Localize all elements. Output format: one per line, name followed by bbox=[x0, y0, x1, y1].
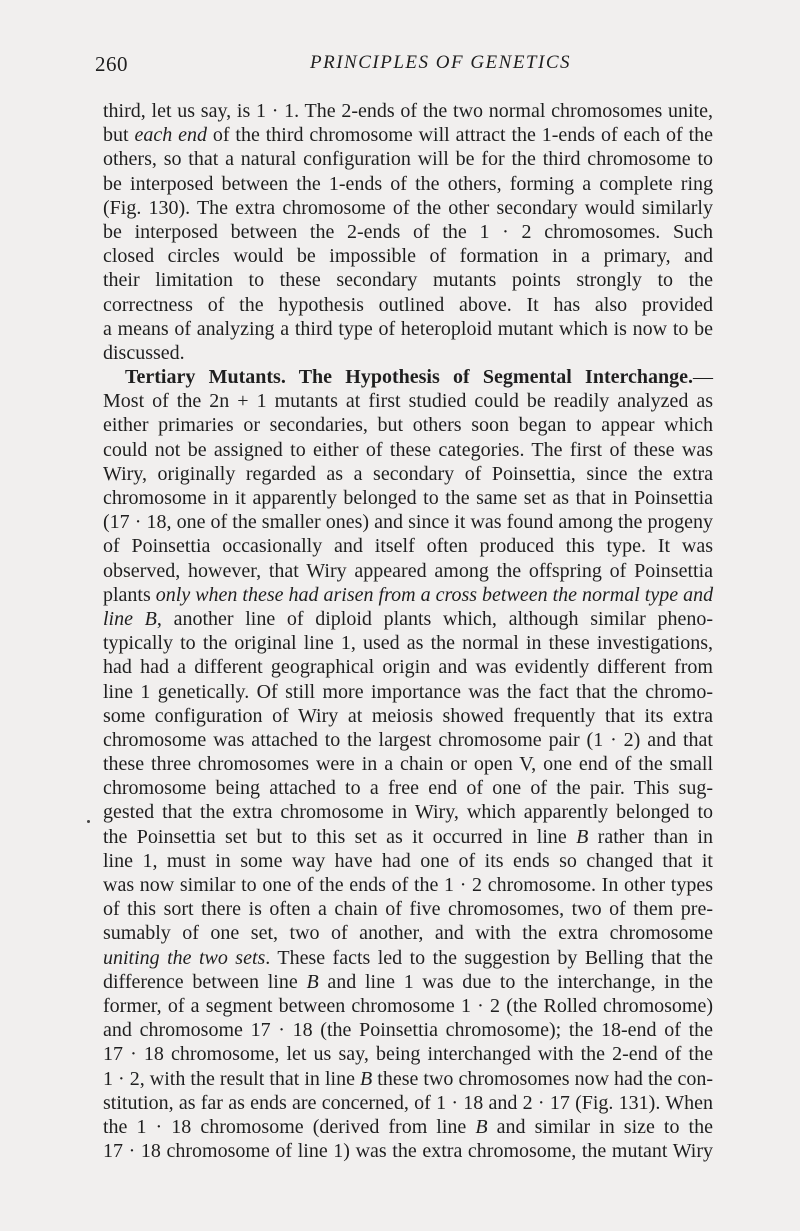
text-line: third, let us say, is 1 · 1. The 2-ends of the two normal chromosomes unite, bbox=[103, 100, 713, 122]
margin-mark bbox=[87, 820, 90, 823]
text-line: typically to the original line 1, used as the normal in these investigations, bbox=[103, 632, 713, 655]
text-line: uniting the two sets. These facts led to the suggestion by Belling that the bbox=[103, 946, 714, 969]
text-line: Wiry, originally regarded as a secondary of Poinsettia, since the extra bbox=[103, 462, 713, 485]
text-line: 17 · 18 chromosome of line 1) was the extra chromosome, the mutant Wiry bbox=[103, 1140, 713, 1163]
text-line: (Fig. 130). The extra chromosome of the other secondary would similarly bbox=[103, 196, 713, 219]
text-line: be interposed between the 1-ends of the others, forming a complete ring bbox=[103, 172, 713, 195]
text-line: line 1, must in some way have had one of its ends so changed that it bbox=[103, 849, 713, 872]
text-line: stitution, as far as ends are concerned, of 1 · 18 and 2 · 17 (Fig. 131). When bbox=[103, 1091, 713, 1114]
text-line: difference between line B and line 1 was due to the interchange, in the bbox=[103, 970, 713, 993]
text-line: was now similar to one of the ends of the 1 · 2 chromosome. In other types bbox=[103, 874, 713, 896]
text-line: could not be assigned to either of these categories. The first of these was bbox=[103, 438, 713, 461]
text-line: some configuration of Wiry at meiosis showed frequently that its extra bbox=[103, 704, 713, 727]
text-line: Most of the 2n + 1 mutants at first studied could be readily analyzed as bbox=[103, 390, 713, 413]
text-line: the 1 · 18 chromosome (derived from line B and similar in size to the bbox=[103, 1115, 713, 1138]
text-line: line 1 genetically. Of still more importance was the fact that the chromo- bbox=[103, 680, 713, 703]
text-line: chromosome in it apparently belonged to the same set as that in Poinsettia bbox=[103, 487, 713, 509]
text-line: of this sort there is often a chain of five chromosomes, two of them pre- bbox=[103, 898, 713, 921]
text-line: sumably of one set, two of another, and with the extra chromosome bbox=[103, 922, 713, 945]
text-line: plants only when these had arisen from a cross between the normal type and bbox=[103, 583, 714, 606]
text-line: of Poinsettia occasionally and itself often produced this type. It was bbox=[103, 535, 713, 558]
text-line: the Poinsettia set but to this set as it occurred in line B rather than in bbox=[103, 825, 713, 848]
text-line: discussed. bbox=[103, 341, 185, 364]
text-line: chromosome being attached to a free end of one of the pair. This sug- bbox=[103, 777, 713, 800]
text-line: 1 · 2, with the result that in line B these two chromosomes now had the con- bbox=[103, 1067, 713, 1090]
text-line: (17 · 18, one of the smaller ones) and since it was found among the progeny bbox=[103, 511, 713, 534]
page-number: 260 bbox=[95, 52, 128, 76]
text-line: others, so that a natural configuration will be for the third chromosome to bbox=[103, 148, 713, 171]
text-line: former, of a segment between chromosome 1 · 2 (the Rolled chromosome) bbox=[103, 994, 713, 1017]
text-line: observed, however, that Wiry appeared among the offspring of Poinsettia bbox=[103, 559, 713, 582]
text-line: but each end of the third chromosome will attract the 1-ends of each of the bbox=[103, 124, 714, 147]
running-head: PRINCIPLES OF GENETICS bbox=[310, 52, 571, 73]
text-line: chromosome was attached to the largest chromosome pair (1 · 2) and that bbox=[103, 728, 713, 751]
text-line: gested that the extra chromosome in Wiry, which apparently belonged to bbox=[103, 801, 713, 824]
text-line: and chromosome 17 · 18 (the Poinsettia chromosome); the 18-end of the bbox=[103, 1019, 713, 1042]
text-line: these three chromosomes were in a chain or open V, one end of the small bbox=[103, 753, 713, 776]
text-line: 17 · 18 chromosome, let us say, being interchanged with the 2-end of the bbox=[103, 1043, 713, 1066]
text-line: their limitation to these secondary mutants points strongly to the bbox=[103, 269, 713, 292]
text-line: line B, another line of diploid plants which, although similar pheno- bbox=[103, 607, 713, 630]
body-text bbox=[103, 99, 713, 1163]
text-line: Tertiary Mutants. The Hypothesis of Segmental Interchange.— bbox=[125, 366, 713, 389]
text-line: had had a different geographical origin and was evidently different from bbox=[103, 656, 713, 679]
text-line: a means of analyzing a third type of heteroploid mutant which is now to be bbox=[103, 317, 713, 340]
text-line: correctness of the hypothesis outlined above. It has also provided bbox=[103, 293, 713, 316]
text-line: either primaries or secondaries, but others soon began to appear which bbox=[103, 414, 713, 437]
text-line: closed circles would be impossible of formation in a primary, and bbox=[103, 245, 713, 268]
text-line: be interposed between the 2-ends of the 1 · 2 chromosomes. Such bbox=[103, 220, 713, 243]
